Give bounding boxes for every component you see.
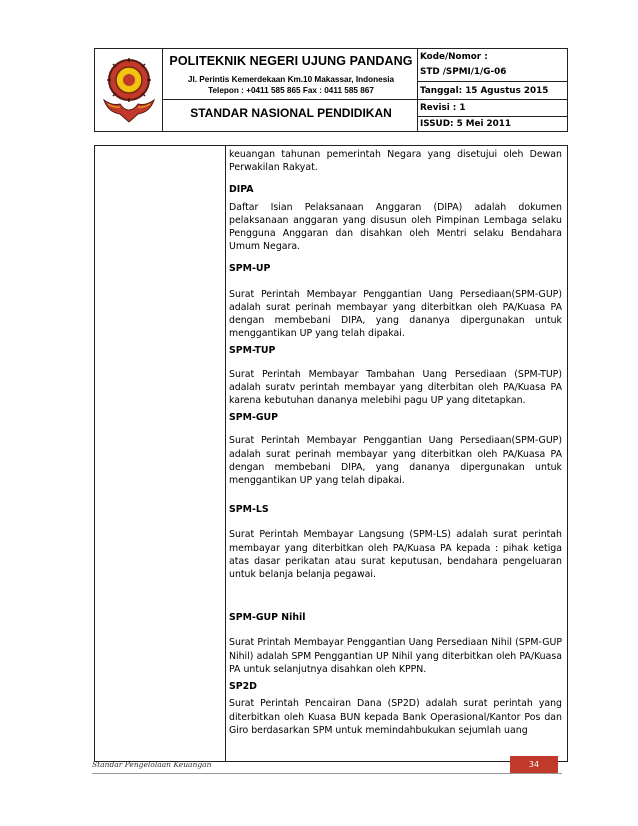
spm-gup-paragraph: Surat Perintah Membayar Penggantian Uang Persediaan(SPM-GUP) adalah surat perinah membayar yang diterbitkan oleh PA/Kuasa PA dengan membebani DIPA, yang dananya dipergunakan untuk menggantikan UP yang telah dipakai. (229, 435, 562, 487)
standard-title: STANDAR NASIONAL PENDIDIKAN (190, 106, 392, 120)
header-divider (417, 48, 418, 132)
institution-logo (100, 52, 158, 128)
spm-ls-paragraph: Surat Perintah Membayar Langsung (SPM-LS) adalah surat perintah membayar yang diterbitkan oleh PA/Kuasa PA kepada : pihak ketiga atas dasar perikatan atau surat keputusan, bendahara pengeluaran untuk belanja belanja pegawai. (229, 529, 562, 581)
header-divider (417, 99, 568, 100)
phone-line: Telepon : +0411 585 865 Fax : 0411 585 867 (208, 86, 374, 95)
spm-up-paragraph: Surat Perintah Membayar Penggantian Uang Persediaan(SPM-GUP) adalah surat perinah membayar yang diterbitkan oleh PA/Kuasa PA dengan membebani DIPA, yang dananya dipergunakan untuk menggantikan UP yang telah dipakai. (229, 288, 562, 340)
spm-gup-nihil-paragraph: Surat Printah Membayar Penggantian Uang Persediaan Nihil (SPM-GUP Nihil) adalah SPM Penggantian UP Nihil yang diterbitkan oleh PA/Kuasa PA untuk selanjutnya disahkan oleh KPPN. (229, 637, 562, 675)
spm-gup-nihil-heading: SPM-GUP Nihil (229, 612, 306, 624)
kode-label: Kode/Nomor : (420, 52, 488, 62)
footer-rule (92, 773, 562, 774)
content-cell (229, 146, 562, 737)
intro-paragraph: keuangan tahunan pemerintah Negara yang disetujui oleh Dewan Perwakilan Rakyat. (229, 149, 562, 174)
issud: ISSUD: 5 Mei 2011 (420, 119, 512, 129)
sp2d-heading: SP2D (229, 681, 257, 693)
dipa-paragraph: Daftar Isian Pelaksanaan Anggaran (DIPA) adalah dokumen pelaksanaan anggaran yang disusun oleh Pimpinan Lembaga selaku Pengguna Anggaran dan disahkan oleh Mentri selaku Bendahara Umum Negara. (229, 201, 562, 253)
page-number: 34 (510, 756, 558, 773)
spm-up-heading: SPM-UP (229, 263, 271, 275)
header-divider (162, 99, 418, 100)
spm-tup-heading: SPM-TUP (229, 345, 276, 357)
column-divider (225, 145, 226, 762)
header-divider (417, 116, 568, 117)
header-divider (417, 81, 568, 82)
spm-tup-paragraph: Surat Perintah Membayar Tambahan Uang Persediaan (SPM-TUP) adalah suratv perintah membayar yang diterbitan oleh PA/Kuasa PA karena kebutuhan dananya melebihi pagu UP yang ditetapkan. (229, 368, 562, 407)
sp2d-paragraph: Surat Perintah Pencairan Dana (SP2D) adalah surat perintah yang diterbitkan oleh Kuasa BUN kepada Bank Operasional/Kantor Pos dan Giro berdasarkan SPM untuk memindahbukukan sejumlah uang (229, 698, 562, 736)
spm-gup-heading: SPM-GUP (229, 412, 279, 424)
dipa-heading: DIPA (229, 184, 254, 196)
revisi: Revisi : 1 (420, 103, 466, 113)
spm-ls-heading: SPM-LS (229, 504, 269, 516)
institution-name: POLITEKNIK NEGERI UJUNG PANDANG (169, 54, 413, 68)
institution-address (165, 74, 417, 96)
tanggal: Tanggal: 15 Agustus 2015 (420, 86, 549, 96)
header-divider (162, 48, 163, 132)
kode-value: STD /SPMI/1/G-06 (420, 67, 507, 77)
footer-document-name: Standar Pengelolaan Keuangan (92, 760, 212, 769)
address-line: Jl. Perintis Kemerdekaan Km.10 Makassar, Indonesia (187, 75, 395, 84)
